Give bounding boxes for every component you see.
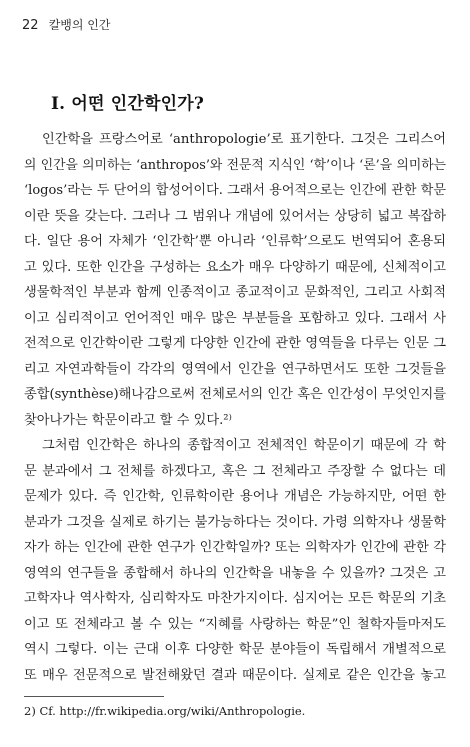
footnote: 2) Cf. http://fr.wikipedia.org/wiki/Anthropologie. [24,704,306,718]
paragraph-1-line: ‘logos’라는 두 단어의 합성어이다. 그래서 용어적으로는 인간에 관한 학문 [24,183,446,198]
paragraph-1-line: 인간학을 프랑스어로 ‘anthropologie’로 표기한다. 그것은 그리스어 [42,132,446,147]
paragraph-1-line: 이고 심리적이고 언어적인 매우 많은 부분들을 포함하고 있다. 그래서 사 [24,310,446,326]
paragraph-1-line: 이란 뜻을 갖는다. 그러나 그 범위나 개념에 있어서는 상당히 넓고 복잡하 [24,208,446,224]
body-text [24,127,446,688]
paragraph-2-line: 분과가 그것을 실제로 하기는 불가능하다는 것이다. 가령 의학자나 생물학 [24,514,446,530]
paragraph-2-line: 또 매우 전문적으로 발전해왔던 결과 때문이다. 실제로 같은 인간을 놓고 [24,667,446,683]
paragraph-2-line: 문제가 있다. 즉 인간학, 인류학이란 용어나 개념은 가능하지만, 어떤 한 [24,489,446,504]
paragraph-2-line: 고학자나 역사학자, 심리학자도 마찬가지이다. 심지어는 모든 학문의 기초 [24,591,446,606]
paragraph-2-line: 문 분과에서 그 전체를 하겠다고, 혹은 그 전체라고 주장할 수 없다는 데 [24,463,446,479]
paragraph-1-line: 찾아나가는 학문이라고 할 수 있다.²⁾ [24,412,232,428]
paragraph-1-line: 고 있다. 또한 인간을 구성하는 요소가 매우 다양하기 때문에, 신체적이고 [24,259,446,275]
paragraph-2-line: 영역의 연구들을 종합해서 하나의 인간학을 내놓을 수 있을까? 그것은 고 [24,565,446,581]
paragraph-1-line: 의 인간을 의미하는 ‘anthropos’와 전문적 지식인 ‘학’이나 ‘론’을 의미하는 [24,157,446,173]
paragraph-1-line: 전적으로 인간학이란 그렇게 다양한 인간에 관한 영역들을 다루는 인문 그 [24,336,446,351]
paragraph-2-line: 이고 또 전체라고 볼 수 있는 “지혜를 사랑하는 학문”인 철학자들마저도 [24,616,446,632]
footnote-divider [24,696,164,697]
section-heading: I. 어떤 인간학인가? [51,94,205,114]
paragraph-1-line: 생물학적인 부분과 함께 인종적이고 종교적이고 문화적인, 그리고 사회적 [24,285,446,300]
paragraph-1-line: 리고 자연과학들이 각각의 영역에서 인간을 연구하면서도 또한 그것들을 [24,361,446,377]
paragraph-2-line: 그처럼 인간학은 하나의 종합적이고 전체적인 학문이기 때문에 각 학 [42,438,446,453]
paragraph-1-line: 종합(synthèse)해나감으로써 전체로서의 인간 혹은 인간성이 무엇인지를 [24,387,446,402]
paragraph-2-line: 역시 그렇다. 이는 근대 이후 다양한 학문 분야들이 독립해서 개별적으로 [24,642,446,657]
paragraph-2-line: 자가 하는 인간에 관한 연구가 인간학일까? 또는 의학자가 인간에 관한 각 [24,540,446,555]
book-title: 칼뱅의 인간 [48,18,111,32]
running-header [22,16,110,33]
page-number: 22 [22,18,39,33]
paragraph-1-line: 다. 일단 용어 자체가 ‘인간학’뿐 아니라 ‘인류학’으로도 번역되어 혼용되 [24,234,446,249]
